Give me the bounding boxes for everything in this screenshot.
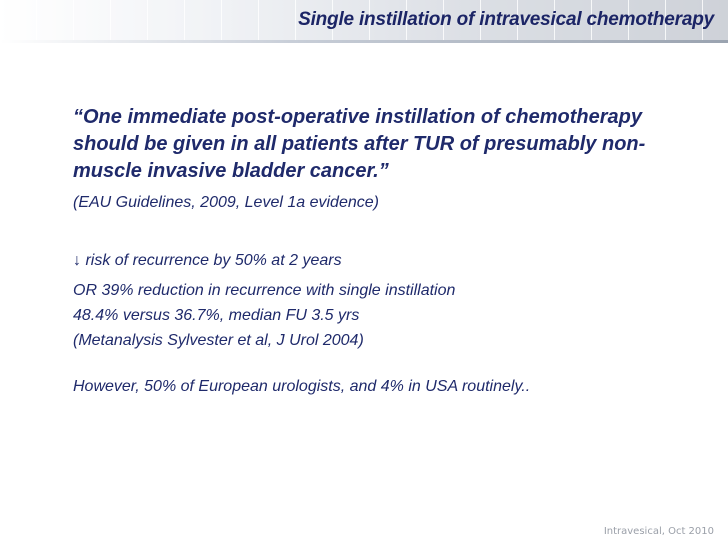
footer-label: Intravesical, Oct 2010 <box>603 526 714 537</box>
guideline-citation: (EAU Guidelines, 2009, Level 1a evidence) <box>73 194 379 211</box>
slide-content <box>73 104 713 397</box>
odds-ratio-line: OR 39% reduction in recurrence with single instillation <box>73 282 456 299</box>
header-tile <box>222 0 259 40</box>
header-tile <box>185 0 222 40</box>
metanalysis-citation: (Metanalysis Sylvester et al, J Urol 2004) <box>73 332 364 349</box>
header-tile <box>259 0 296 40</box>
header-tile <box>37 0 74 40</box>
urologist-usage-line: However, 50% of European urologists, and 4% in USA routinely.. <box>73 378 531 395</box>
header-divider <box>0 40 728 43</box>
header-tile <box>111 0 148 40</box>
down-arrow-icon: ↓ <box>73 252 81 269</box>
guideline-quote: “One immediate post-operative instillation of chemotherapy should be given in all patients after TUR of presumably non-muscle invasive bladder cancer.” <box>73 106 646 182</box>
header-bar <box>0 0 728 40</box>
header-tile <box>148 0 185 40</box>
slide-title: Single instillation of intravesical chemotherapy <box>298 9 714 30</box>
risk-reduction-text: risk of recurrence by 50% at 2 years <box>85 252 342 269</box>
header-tile <box>0 0 37 40</box>
header-tile <box>74 0 111 40</box>
recurrence-stats-line: 48.4% versus 36.7%, median FU 3.5 yrs <box>73 307 360 324</box>
risk-reduction-line <box>73 251 713 271</box>
